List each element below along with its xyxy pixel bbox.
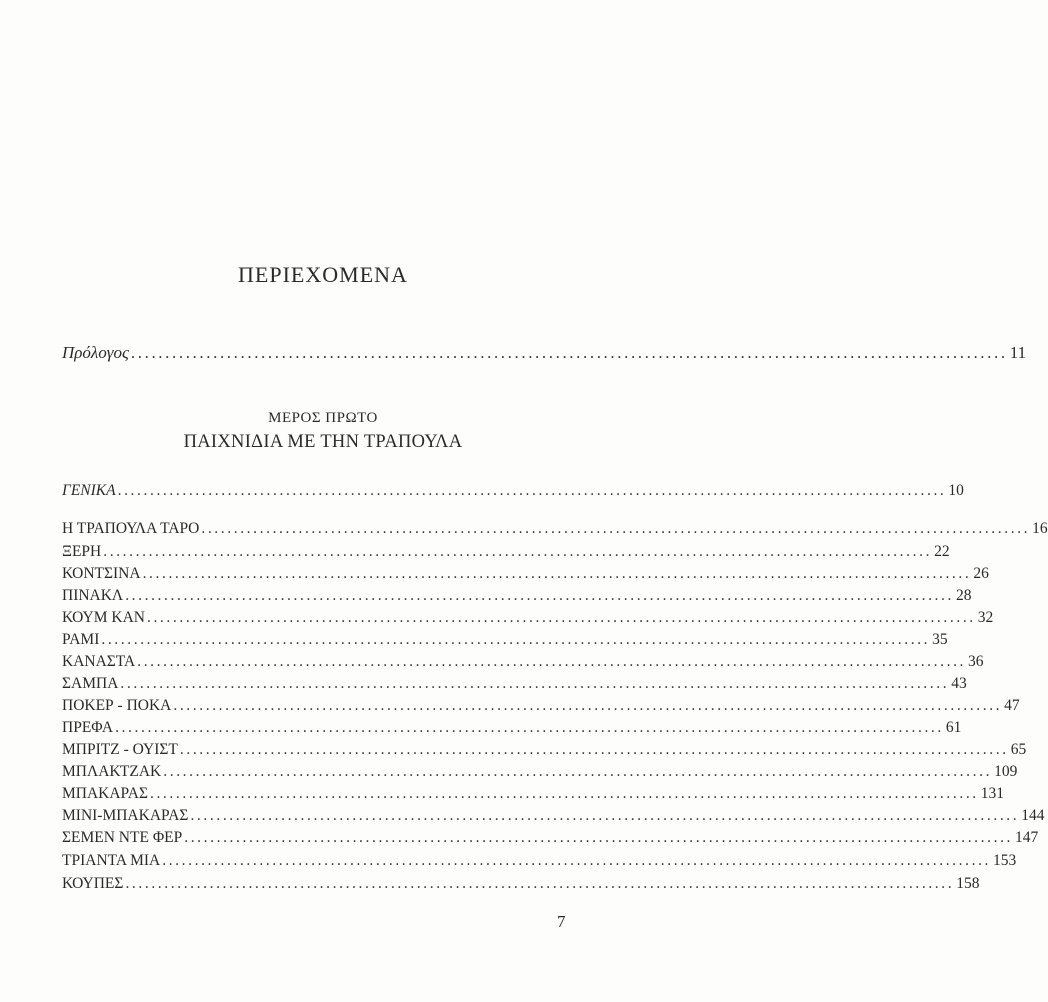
toc-entry-label: ΣΑΜΠΑ: [62, 675, 119, 692]
toc-entry-page: 11: [1009, 343, 1027, 362]
page-title: ΠΕΡΙΕΧΟΜΕΝΑ: [238, 262, 408, 287]
toc-entry-label: ΜΠΡΙΤΖ - ΟΥΙΣΤ: [62, 741, 178, 758]
toc-entry-label: ΣΕΜΕΝ ΝΤΕ ΦΕΡ: [62, 829, 183, 846]
toc-entry: [62, 852, 1017, 870]
toc-entry-label: Πρόλογος: [62, 343, 129, 362]
toc-entry-label: ΞΕΡΗ: [62, 543, 102, 560]
page-number: 7: [557, 912, 566, 931]
toc-entry-label: ΜΠΑΚΑΡΑΣ: [62, 785, 148, 802]
toc-entry-label: ΠΟΚΕΡ - ΠΟΚΑ: [62, 697, 172, 714]
toc-entry-label: ΡΑΜΙ: [62, 631, 100, 648]
toc-entry: [62, 631, 948, 649]
toc-entry-page: 26: [973, 565, 989, 582]
toc-entry-general: [62, 482, 964, 500]
toc-entry-label: ΓΕΝΙΚΑ: [62, 482, 116, 499]
toc-entry: [62, 719, 962, 737]
toc-entry-label: ΚΟΝΤΣΙΝΑ: [62, 565, 141, 582]
toc-entry-page: 36: [968, 653, 984, 670]
dot-leader: ................................................................................................................................: [125, 875, 955, 892]
toc-entry-label: ΜΙΝΙ-ΜΠΑΚΑΡΑΣ: [62, 807, 189, 824]
toc-entry-page: 47: [1004, 697, 1020, 714]
toc-entry-label: ΚΑΝΑΣΤΑ: [62, 653, 136, 670]
dot-leader: ................................................................................................................................: [115, 719, 944, 736]
toc-entry: [62, 785, 1005, 803]
dot-leader: ................................................................................................................................: [190, 807, 1020, 824]
toc-entry: [62, 697, 1020, 715]
dot-leader: ................................................................................................................................: [149, 785, 979, 802]
toc-entry: [62, 829, 1039, 847]
toc-entry-page: 109: [994, 763, 1018, 780]
dot-leader: ................................................................................................................................: [173, 697, 1003, 714]
dot-leader: ................................................................................................................................: [162, 852, 992, 869]
toc-entry-page: 131: [980, 785, 1005, 802]
toc-entry: [62, 565, 989, 583]
toc-entry-page: 65: [1010, 741, 1027, 758]
toc-entry-label: ΚΟΥΜ ΚΑΝ: [62, 609, 145, 626]
toc-entry-page: 10: [948, 482, 964, 499]
dot-leader: ................................................................................................................................: [130, 343, 1008, 362]
dot-leader: ................................................................................................................................: [146, 609, 976, 626]
toc-entry-page: 61: [945, 719, 962, 736]
toc-entry: [62, 807, 1045, 825]
toc-entry-label: ΤΡΙΑΝΤΑ ΜΙΑ: [62, 852, 161, 869]
toc-entry: [62, 587, 972, 605]
toc-entry-label: Η ΤΡΑΠΟΥΛΑ ΤΑΡΟ: [62, 520, 200, 537]
part-title: ΠΑΙΧΝΙΔΙΑ ΜΕ ΤΗΝ ΤΡΑΠΟΥΛΑ: [183, 432, 463, 452]
toc-entry-page: 153: [993, 852, 1017, 869]
dot-leader: ................................................................................................................................: [103, 543, 933, 560]
toc-entry-label: ΠΙΝΑΚΛ: [62, 587, 124, 604]
toc-entry: [62, 520, 1048, 538]
toc-entry-page: 28: [956, 587, 972, 604]
dot-leader: ................................................................................................................................: [142, 565, 972, 582]
dot-leader: ................................................................................................................................: [120, 675, 950, 692]
toc-entry-label: ΜΠΛΑΚΤΖΑΚ: [62, 763, 162, 780]
toc-entry-page: 43: [951, 675, 967, 692]
toc-entry: [62, 653, 984, 671]
toc-entry: [62, 675, 967, 693]
toc-entry-page: 144: [1021, 807, 1045, 824]
toc-entry: [62, 875, 980, 893]
toc-entry-page: 16: [1032, 520, 1048, 537]
part-label: ΜΕΡΟΣ ΠΡΩΤΟ: [268, 410, 378, 426]
dot-leader: ................................................................................................................................: [101, 631, 931, 648]
dot-leader: ................................................................................................................................: [184, 829, 1014, 846]
dot-leader: ................................................................................................................................: [179, 741, 1009, 758]
toc-entry: [62, 741, 1027, 759]
toc-entry-page: 158: [956, 875, 980, 892]
dot-leader: ................................................................................................................................: [163, 763, 993, 780]
toc-entry-prologue: [62, 343, 1027, 363]
toc-entry-page: 22: [934, 543, 950, 560]
dot-leader: ................................................................................................................................: [137, 653, 967, 670]
toc-entry: [62, 543, 950, 561]
dot-leader: ................................................................................................................................: [117, 482, 947, 499]
toc-entry-page: 32: [977, 609, 994, 626]
dot-leader: ................................................................................................................................: [125, 587, 954, 604]
toc-entry: [62, 763, 1018, 781]
toc-entry-label: ΚΟΥΠΕΣ: [62, 875, 124, 892]
toc-entry-label: ΠΡΕΦΑ: [62, 719, 114, 736]
toc-entry: [62, 609, 994, 627]
toc-entry-page: 35: [932, 631, 948, 648]
dot-leader: ................................................................................................................................: [201, 520, 1031, 537]
toc-entry-page: 147: [1015, 829, 1039, 846]
